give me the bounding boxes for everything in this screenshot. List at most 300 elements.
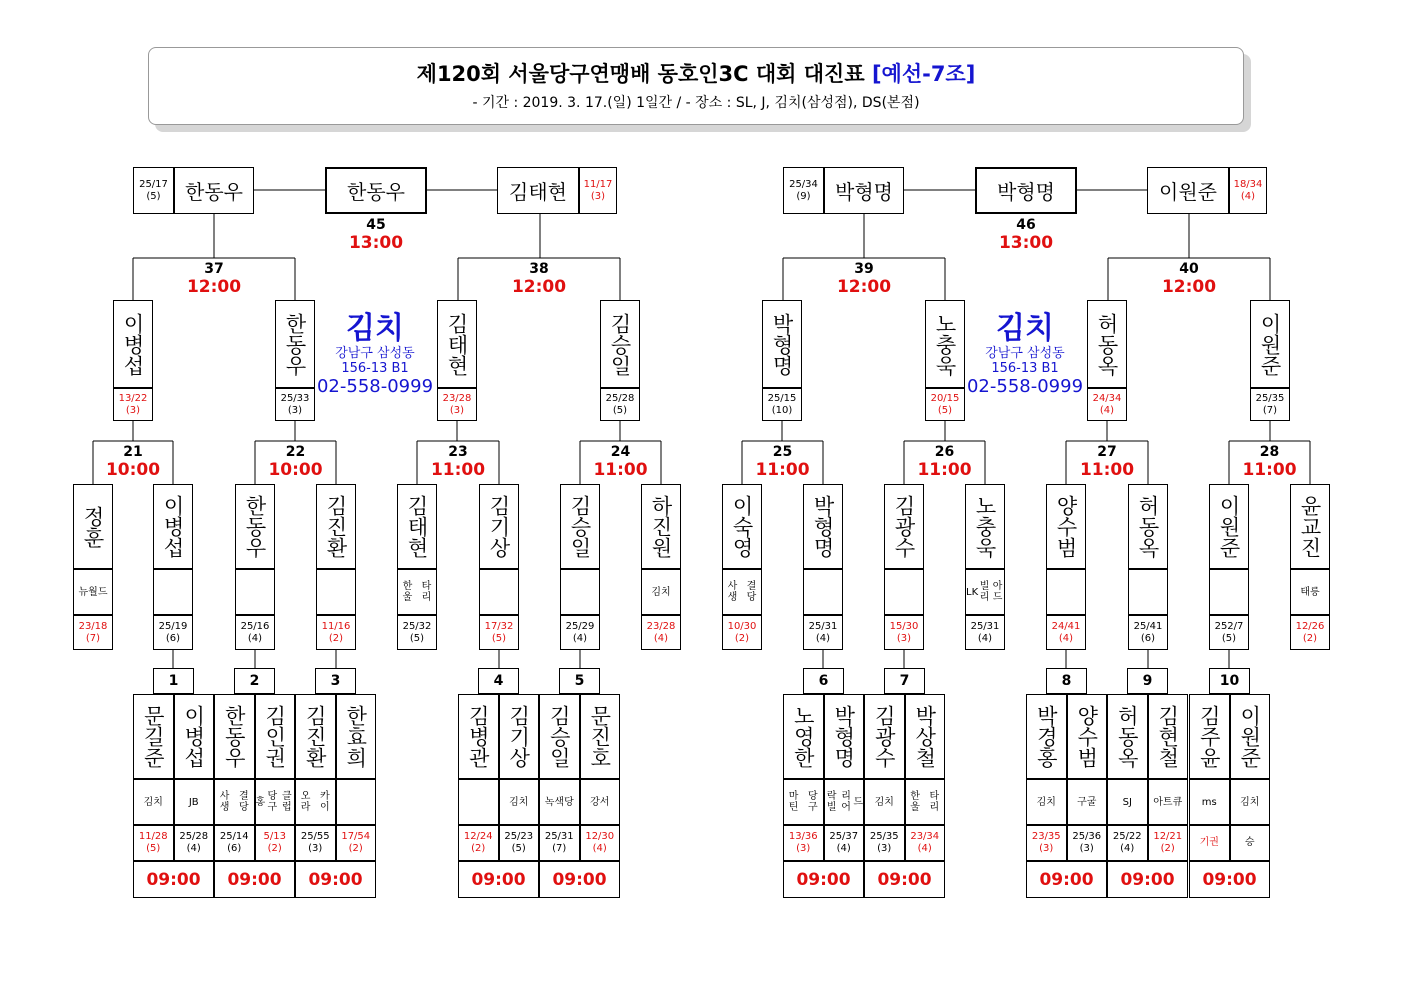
- club-name: 락빌: [826, 791, 837, 813]
- score-value: 24/34: [1092, 392, 1122, 404]
- round1-player-score: [295, 825, 336, 861]
- inning-value: (3): [449, 404, 465, 416]
- inning-value: (5): [491, 632, 507, 644]
- match-time: 11:00: [917, 460, 972, 480]
- round2-player-score: [722, 615, 762, 650]
- club-name: 녹색: [544, 796, 565, 808]
- club-cell: [295, 779, 336, 825]
- club-name: 클럽: [281, 791, 292, 813]
- inning-value: (5): [146, 190, 161, 202]
- round1-player-score: [1026, 825, 1067, 861]
- club-cell: [580, 779, 621, 825]
- inning-value: (4): [592, 843, 607, 854]
- club-cell: [397, 569, 437, 615]
- inning-value: (4): [977, 632, 993, 644]
- club-cell: [458, 779, 499, 825]
- round3-player-name: 한동우: [275, 300, 315, 388]
- inning-value: (6): [165, 632, 181, 644]
- score-value: 23/35: [1031, 831, 1061, 842]
- round2-player-score: [73, 615, 113, 650]
- score-value: 17/54: [341, 831, 371, 842]
- round3-player-name: 노충욱: [925, 300, 965, 388]
- club-name: 홍: [255, 796, 266, 808]
- inning-value: (6): [227, 843, 242, 854]
- match-time: 10:00: [268, 460, 323, 480]
- club-name: 큐: [1172, 796, 1183, 808]
- round1-player-name: 김현철: [1148, 694, 1189, 779]
- round1-player-score: [214, 825, 255, 861]
- title-tag: [예선-7조]: [871, 62, 976, 86]
- club-cell: [824, 779, 865, 825]
- score-value: 12/24: [463, 831, 493, 842]
- club-name: 김치: [651, 586, 671, 598]
- match-time: 12:00: [511, 277, 567, 297]
- score-value: 17/32: [484, 620, 514, 632]
- inning-value: (9): [796, 190, 811, 202]
- round1-player-name: 이병섭: [174, 694, 215, 779]
- match-number: 24: [610, 444, 631, 460]
- inning-value: (4): [815, 632, 831, 644]
- match-number: 21: [123, 444, 143, 460]
- round3-player-name: 김승일: [600, 300, 640, 388]
- inning-value: (10): [771, 404, 793, 416]
- score-value: 23/18: [78, 620, 108, 632]
- score-value: 18/34: [1233, 178, 1263, 190]
- match-number: 38: [529, 261, 549, 277]
- final-winner: 한동우: [325, 167, 427, 214]
- club-name: ms: [1201, 796, 1217, 808]
- final-left-score: [133, 167, 174, 214]
- round2-player-name: 하진원: [641, 484, 681, 569]
- score-value: 10/30: [727, 620, 757, 632]
- round1-player-name: 박형명: [824, 694, 865, 779]
- round1-match-time: 09:00: [133, 861, 214, 898]
- club-name: 한울: [910, 791, 920, 813]
- round1-player-name: 김승일: [539, 694, 580, 779]
- club-name: 월드: [88, 586, 108, 598]
- score-value: 11/28: [138, 831, 168, 842]
- title-text: 제120회 서울당구연맹배 동호인3C 대회 대진표: [416, 62, 865, 86]
- round2-player-score: [641, 615, 681, 650]
- round1-player-score: [1148, 825, 1189, 861]
- score-value: 5/13: [263, 831, 286, 842]
- club-name: LK: [966, 586, 979, 598]
- score-value: 25/41: [1133, 620, 1163, 632]
- round2-player-score: [1046, 615, 1086, 650]
- score-value: 25/37: [829, 831, 859, 842]
- inning-value: (7): [85, 632, 101, 644]
- club-name: 결당: [746, 581, 757, 603]
- match-number: 22: [285, 444, 306, 460]
- club-name: 사생: [727, 581, 738, 603]
- round1-match-number: 5: [559, 668, 600, 694]
- score-value: 25/14: [219, 831, 249, 842]
- club-cell: [803, 569, 843, 615]
- round1-match-time: 09:00: [1026, 861, 1107, 898]
- round3-player-score: [437, 388, 477, 421]
- round1-player-score: [580, 825, 621, 861]
- club-name: 태릉: [1300, 586, 1320, 598]
- inning-value: (4): [917, 843, 932, 854]
- round1-player-score: [1107, 825, 1148, 861]
- score-value: 13/36: [788, 831, 818, 842]
- round1-player-score: [1067, 825, 1108, 861]
- round2-player-score: [316, 615, 356, 650]
- round1-player-name: 노영한: [783, 694, 824, 779]
- match-number: 39: [854, 261, 874, 277]
- club-name: 뉴: [78, 586, 89, 598]
- club-name: 김치: [143, 796, 163, 808]
- inning-value: (2): [328, 632, 344, 644]
- inning-value: (3): [287, 404, 303, 416]
- club-cell: [1067, 779, 1108, 825]
- club-name: 타리: [929, 791, 940, 813]
- round1-player-score: [824, 825, 865, 861]
- club-cell: [560, 569, 600, 615]
- club-cell: [1026, 779, 1067, 825]
- venue-phone: 02-558-0999: [966, 376, 1084, 397]
- club-cell: [905, 779, 946, 825]
- round1-match-time: 09:00: [295, 861, 376, 898]
- match-time: 12:00: [1161, 277, 1217, 297]
- round2-player-score: [1128, 615, 1168, 650]
- club-name: 구굴: [1077, 796, 1097, 808]
- score-value: 13/22: [118, 392, 148, 404]
- round1-player-score: [336, 825, 377, 861]
- round1-player-name: 김진환: [295, 694, 336, 779]
- inning-value: (4): [1120, 843, 1135, 854]
- round2-player-score: [1209, 615, 1249, 650]
- club-name: 김치: [1240, 796, 1260, 808]
- inning-value: (4): [1240, 190, 1256, 202]
- match-time: 11:00: [1242, 460, 1297, 480]
- round1-player-name: 박경홍: [1026, 694, 1067, 779]
- score-value: 25/17: [139, 178, 168, 190]
- round1-match-time: 09:00: [458, 861, 539, 898]
- round3-player-score: [925, 388, 965, 421]
- final-right-score: [1229, 167, 1267, 214]
- round1-player-name: 한동우: [214, 694, 255, 779]
- inning-value: (2): [1160, 843, 1175, 854]
- inning-value: (4): [653, 632, 669, 644]
- club-cell: [1290, 569, 1330, 615]
- venue-address-detail: 156-13 B1: [341, 361, 409, 376]
- inning-value: (3): [590, 190, 606, 202]
- score-value: 25/35: [869, 831, 899, 842]
- club-name: 마틴: [788, 791, 799, 813]
- inning-value: (4): [247, 632, 263, 644]
- club-cell: [1107, 779, 1148, 825]
- club-cell: [539, 779, 580, 825]
- round1-match-number: 6: [803, 668, 844, 694]
- round2-player-score: [479, 615, 519, 650]
- score-value: 25/29: [565, 620, 595, 632]
- round1-player-name: 한효희: [336, 694, 377, 779]
- round2-player-name: 이원준: [1209, 484, 1249, 569]
- inning-value: (2): [734, 632, 750, 644]
- club-name: 당구: [267, 791, 278, 813]
- round1-match-number: 10: [1209, 668, 1250, 694]
- inning-value: (4): [836, 843, 851, 854]
- score-value: 12/21: [1153, 831, 1183, 842]
- round2-player-name: 윤교진: [1290, 484, 1330, 569]
- match-time: 13:00: [348, 233, 404, 253]
- inning-value: (5): [511, 843, 526, 854]
- round3-player-name: 김태현: [437, 300, 477, 388]
- round1-player-score: [1189, 825, 1230, 861]
- round2-player-name: 한동우: [235, 484, 275, 569]
- inning-value: (3): [125, 404, 141, 416]
- club-name: 김치: [509, 796, 529, 808]
- match-number: 40: [1179, 261, 1199, 277]
- inning-value: (4): [186, 843, 201, 854]
- score-value: 25/31: [544, 831, 574, 842]
- club-cell: [1209, 569, 1249, 615]
- club-cell: [73, 569, 113, 615]
- match-time: 11:00: [755, 460, 810, 480]
- inning-value: (7): [1262, 404, 1278, 416]
- club-name: 타리: [421, 581, 432, 603]
- round2-player-score: [153, 615, 193, 650]
- round1-player-score: [864, 825, 905, 861]
- round1-match-time: 09:00: [539, 861, 620, 898]
- club-cell: [479, 569, 519, 615]
- score-value: 252/7: [1214, 620, 1244, 632]
- round3-player-score: [275, 388, 315, 421]
- final-right-score: [579, 167, 617, 214]
- round2-player-name: 김기상: [479, 484, 519, 569]
- inning-value: (3): [896, 632, 912, 644]
- club-name: 사생: [219, 791, 230, 813]
- round2-player-score: [235, 615, 275, 650]
- match-time: 11:00: [1079, 460, 1135, 480]
- inning-value: (6): [1140, 632, 1156, 644]
- round1-match-time: 09:00: [783, 861, 864, 898]
- inning-value: (5): [937, 404, 953, 416]
- final-right-name: 김태현: [497, 167, 579, 214]
- round1-match-time: 09:00: [214, 861, 295, 898]
- club-cell: [783, 779, 824, 825]
- round2-player-name: 이숙영: [722, 484, 762, 569]
- round1-player-name: 문진호: [580, 694, 621, 779]
- round1-player-name: 이원준: [1230, 694, 1271, 779]
- score-value: 12/30: [585, 831, 615, 842]
- inning-value: (2): [471, 843, 486, 854]
- round2-player-name: 이병섭: [153, 484, 193, 569]
- score-value: 25/33: [280, 392, 310, 404]
- round3-player-name: 이병섭: [113, 300, 153, 388]
- club-cell: [153, 569, 193, 615]
- round2-player-name: 김광수: [884, 484, 924, 569]
- round2-player-name: 김태현: [397, 484, 437, 569]
- club-cell: [174, 779, 215, 825]
- club-name: 김치: [874, 796, 894, 808]
- score-value: 25/55: [300, 831, 330, 842]
- match-time: 12:00: [186, 277, 242, 297]
- inning-value: (7): [552, 843, 567, 854]
- round1-player-name: 허동옥: [1107, 694, 1148, 779]
- round1-player-score: [174, 825, 215, 861]
- round1-player-name: 양수범: [1067, 694, 1108, 779]
- club-name: JB: [188, 796, 199, 808]
- venue-address: 강남구 삼성동: [335, 346, 415, 361]
- score-value: 25/32: [402, 620, 432, 632]
- inning-value: (5): [612, 404, 628, 416]
- round1-player-name: 박상철: [905, 694, 946, 779]
- round1-player-score: [783, 825, 824, 861]
- match-number: 23: [448, 444, 468, 460]
- round1-match-number: 8: [1046, 668, 1087, 694]
- venue-name: 김치: [346, 311, 404, 346]
- round3-player-score: [113, 388, 153, 421]
- round2-player-name: 박형명: [803, 484, 843, 569]
- club-name: 김치: [1036, 796, 1056, 808]
- match-time: 13:00: [998, 233, 1054, 253]
- score-value: 25/31: [970, 620, 1000, 632]
- score-value: 15/30: [889, 620, 919, 632]
- club-cell: [884, 569, 924, 615]
- score-value: 25/34: [789, 178, 818, 190]
- score-value: 기권: [1199, 837, 1219, 848]
- round1-match-number: 3: [315, 668, 356, 694]
- score-value: 24/41: [1051, 620, 1081, 632]
- round1-player-score: [539, 825, 580, 861]
- club-name: 빌리: [979, 581, 990, 603]
- club-name: 카이: [320, 791, 330, 813]
- round1-player-name: 김광수: [864, 694, 905, 779]
- final-left-name: 한동우: [174, 167, 254, 214]
- club-cell: [499, 779, 540, 825]
- inning-value: (5): [1221, 632, 1237, 644]
- round1-player-name: 문길준: [133, 694, 174, 779]
- club-cell: [965, 569, 1005, 615]
- inning-value: (3): [1039, 843, 1054, 854]
- inning-value: (5): [409, 632, 425, 644]
- club-cell: [1046, 569, 1086, 615]
- score-value: 25/15: [767, 392, 797, 404]
- club-name: 당: [564, 796, 574, 808]
- venue-address: 강남구 삼성동: [985, 346, 1065, 361]
- score-value: 12/26: [1295, 620, 1325, 632]
- club-cell: [214, 779, 255, 825]
- final-left-name: 박형명: [824, 167, 904, 214]
- match-number: 26: [934, 444, 955, 460]
- round3-player-score: [762, 388, 802, 421]
- round2-player-name: 허동옥: [1128, 484, 1168, 569]
- round1-match-number: 9: [1127, 668, 1168, 694]
- round2-player-score: [965, 615, 1005, 650]
- score-value: 25/23: [504, 831, 534, 842]
- score-value: 25/16: [240, 620, 270, 632]
- club-name: 리어: [841, 791, 851, 813]
- score-value: 20/15: [930, 392, 960, 404]
- round1-match-number: 2: [234, 668, 275, 694]
- inning-value: (4): [1058, 632, 1074, 644]
- round1-match-time: 09:00: [864, 861, 945, 898]
- round2-player-name: 양수범: [1046, 484, 1086, 569]
- score-value: 승: [1244, 837, 1255, 848]
- inning-value: (4): [572, 632, 588, 644]
- round2-player-name: 노충욱: [965, 484, 1005, 569]
- venue-info: [310, 312, 440, 398]
- inning-value: (2): [267, 843, 282, 854]
- round2-player-name: 김승일: [560, 484, 600, 569]
- match-time: 11:00: [593, 460, 648, 480]
- club-name: 한울: [402, 581, 413, 603]
- club-cell: [1128, 569, 1168, 615]
- inning-value: (3): [308, 843, 323, 854]
- match-number: 46: [1016, 217, 1036, 233]
- round1-match-time: 09:00: [1107, 861, 1188, 898]
- final-winner: 박형명: [975, 167, 1077, 214]
- score-value: 11/16: [321, 620, 351, 632]
- round1-player-name: 김병관: [458, 694, 499, 779]
- club-cell: [864, 779, 905, 825]
- score-value: 25/28: [605, 392, 635, 404]
- inning-value: (4): [1099, 404, 1115, 416]
- venue-name: 김치: [996, 311, 1054, 346]
- club-name: 강서: [590, 796, 610, 808]
- score-value: 23/28: [646, 620, 676, 632]
- match-number: 27: [1097, 444, 1117, 460]
- round1-player-name: 김기상: [499, 694, 540, 779]
- score-value: 25/36: [1072, 831, 1102, 842]
- inning-value: (5): [146, 843, 161, 854]
- round1-match-number: 7: [884, 668, 925, 694]
- club-cell: [722, 569, 762, 615]
- round1-match-number: 4: [478, 668, 519, 694]
- final-left-score: [783, 167, 824, 214]
- club-name: 아트: [1153, 796, 1173, 808]
- inning-value: (2): [1302, 632, 1318, 644]
- match-number: 28: [1259, 444, 1280, 460]
- inning-value: (3): [796, 843, 811, 854]
- score-value: 25/22: [1112, 831, 1142, 842]
- club-cell: [1148, 779, 1189, 825]
- club-cell: [133, 779, 174, 825]
- club-cell: [255, 779, 296, 825]
- score-value: 25/31: [808, 620, 838, 632]
- inning-value: (3): [877, 843, 892, 854]
- round1-player-score: [1230, 825, 1271, 861]
- club-cell: [1230, 779, 1271, 825]
- score-value: 23/28: [442, 392, 472, 404]
- inning-value: (2): [348, 843, 363, 854]
- round3-player-score: [600, 388, 640, 421]
- match-time: 12:00: [836, 277, 892, 297]
- round2-player-score: [884, 615, 924, 650]
- round1-player-score: [133, 825, 174, 861]
- match-time: 11:00: [430, 460, 486, 480]
- round1-player-score: [458, 825, 499, 861]
- round1-player-score: [255, 825, 296, 861]
- round3-player-name: 이원준: [1250, 300, 1290, 388]
- inning-value: (3): [1079, 843, 1094, 854]
- score-value: 25/28: [179, 831, 209, 842]
- round3-player-name: 박형명: [762, 300, 802, 388]
- round2-player-score: [397, 615, 437, 650]
- club-cell: [235, 569, 275, 615]
- match-number: 25: [772, 444, 793, 460]
- round1-player-name: 김인권: [255, 694, 296, 779]
- club-name: 당구: [808, 791, 818, 813]
- round2-player-name: 김진환: [316, 484, 356, 569]
- club-cell: [641, 569, 681, 615]
- match-number: 45: [366, 217, 386, 233]
- round1-player-name: 김주윤: [1189, 694, 1230, 779]
- venue-info: [960, 312, 1090, 398]
- round2-player-score: [560, 615, 600, 650]
